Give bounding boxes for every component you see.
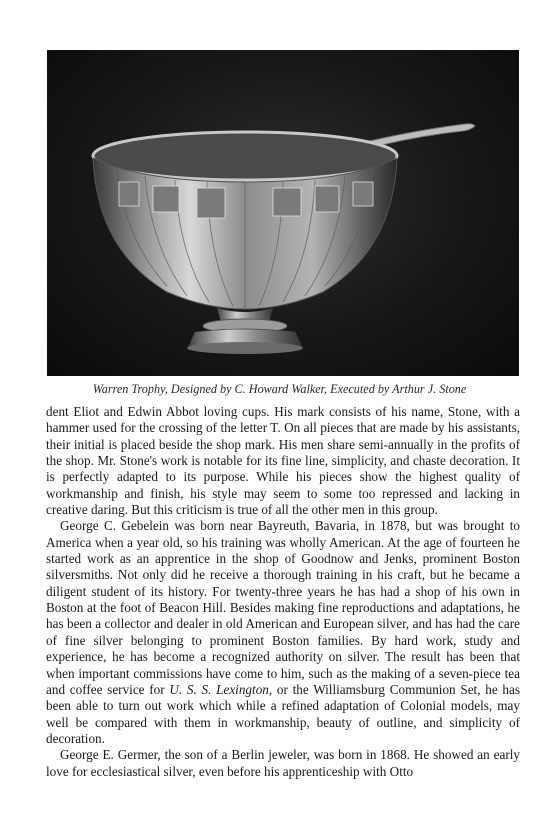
trophy-photograph <box>47 50 519 376</box>
paragraph-germer: George E. Germer, the son of a Berlin jeweler, was born in 1868. He showed an early love for ecclesiastical silver, even before his apprenticeship with Otto <box>46 747 520 779</box>
gebelein-text-part-2: , or the Williamsburg Communion Set, he has been able to turn out work which while a refined adaptation of Colonial models, may well be compared with them in workmanship, beauty of outline, and simplicity of decoration. <box>46 681 520 746</box>
paragraph-stone-continued: dent Eliot and Edwin Abbot loving cups. His mark consists of his name, Stone, with a hammer used for the crossing of the letter T. On all pieces that are made by his assistants, their initial is placed beside the shop mark. His men share semi-annually in the profits of the shop. Mr. Stone's work is notable for its fine line, simplicity, and chaste decoration. It is perfectly adapted to its purpose. While his pieces show the highest quality of workmanship and finish, his style may seem to some too repressed and lacking in creative daring. But this criticism is true of all the other men in this group. <box>46 404 520 518</box>
body-text <box>46 404 520 780</box>
paragraph-gebelein <box>46 518 520 747</box>
gebelein-text-part-1: George C. Gebelein was born near Bayreuth, Bavaria, in 1878, but was brought to America when a year old, so his training was wholly American. At the age of fourteen he started work as an apprentice in the shop of Goodnow and Jenks, prominent Boston silversmiths. Not only did he receive a thorough training in his craft, but he became a diligent student of its history. For twenty-three years he has had a shop of his own in Boston at the foot of Beacon Hill. Besides making fine reproductions and adaptations, he has been a collector and dealer in old American and European silver, and has had the care of fine silver belonging to prominent Boston families. By hard work, study and experience, he has become a recognized authority on silver. The result has been that when important commissions have come to him, such as the making of a seven-piece tea and coffee service for <box>46 518 520 697</box>
ship-name: U. S. S. Lexington <box>169 681 269 697</box>
figure-caption: Warren Trophy, Designed by C. Howard Walker, Executed by Arthur J. Stone <box>92 382 467 396</box>
